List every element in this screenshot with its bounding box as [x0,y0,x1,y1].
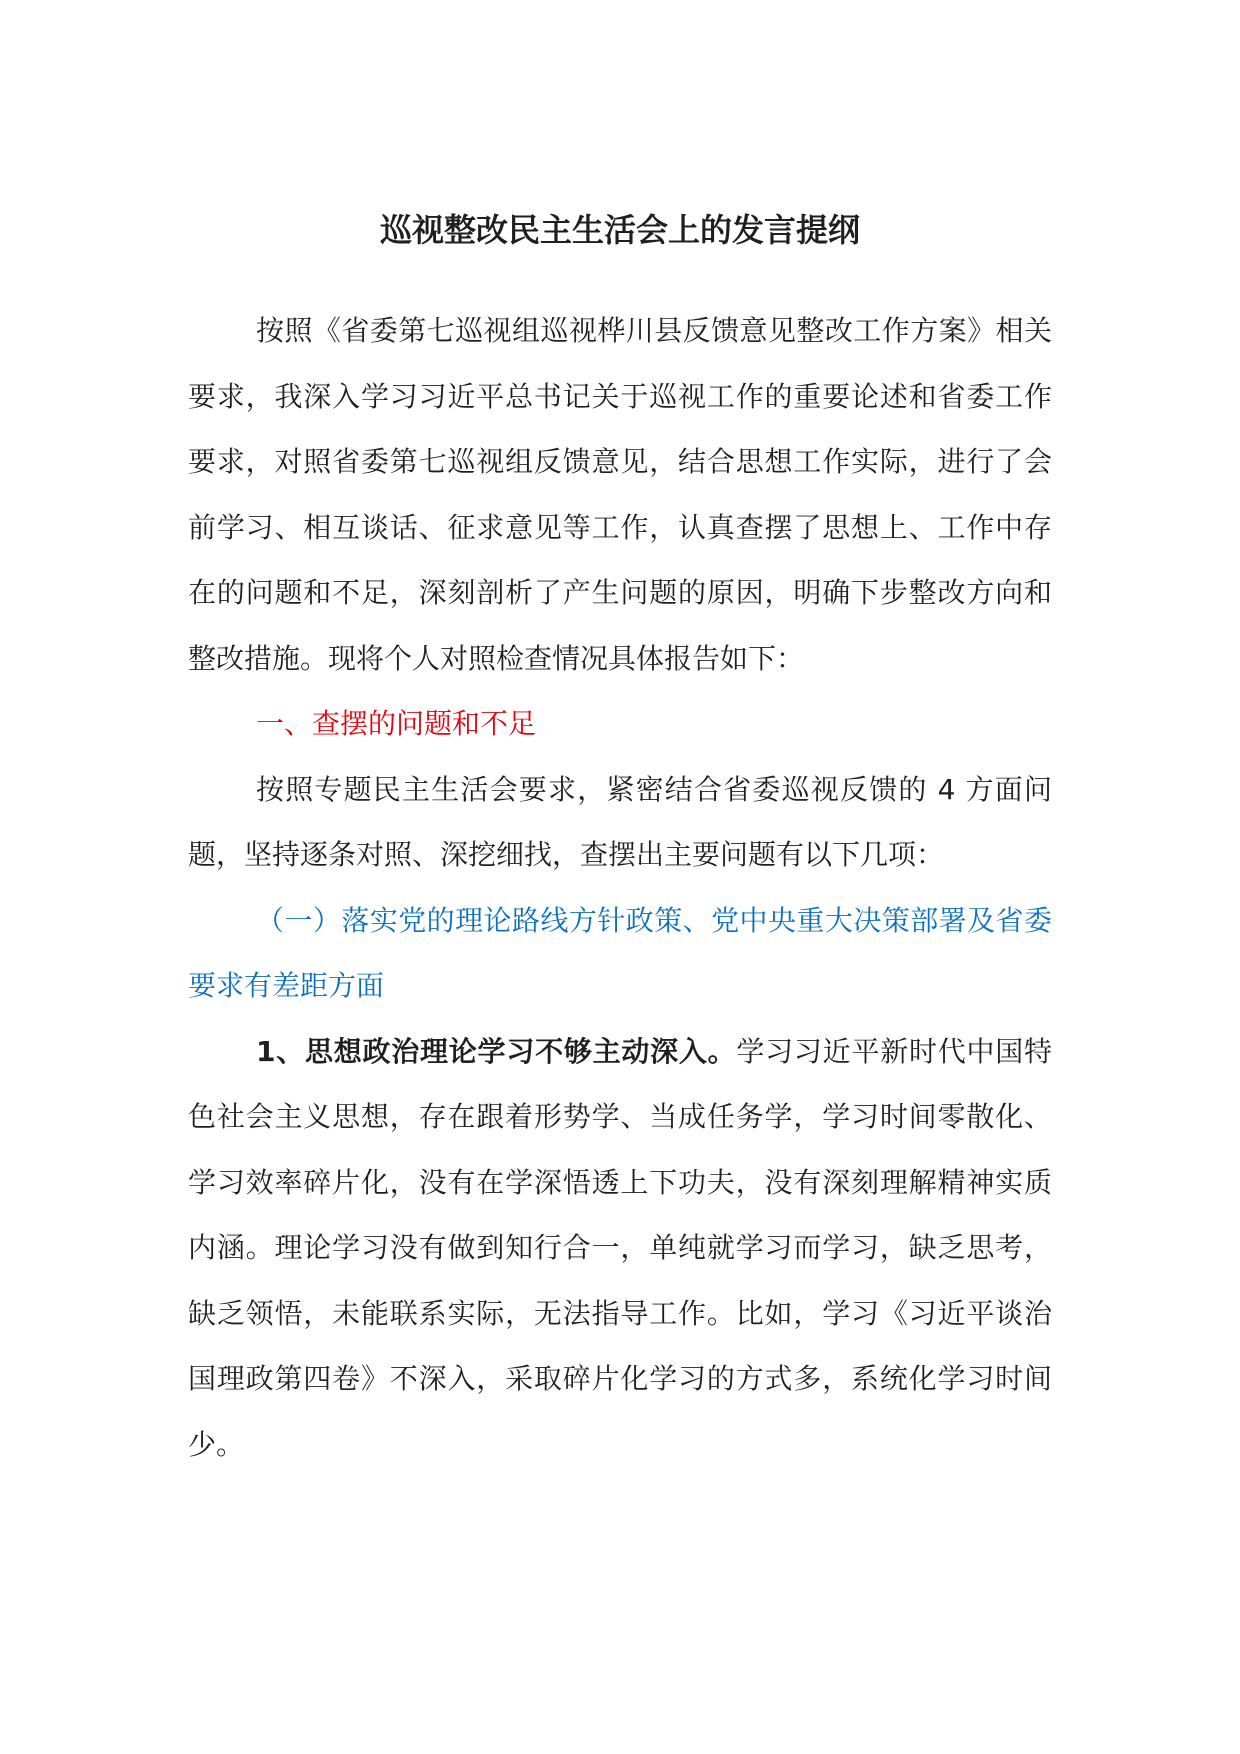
document-title: 巡视整改民主生活会上的发言提纲 [379,211,860,249]
intro-paragraph: 按照《省委第七巡视组巡视桦川县反馈意见整改工作方案》相关要求，我深入学习习近平总书记关于巡视工作的重要论述和省委工作要求，对照省委第七巡视组反馈意见，结合思想工作实际，进行了会前学习、相互谈话、征求意见等工作，认真查摆了思想上、工作中存在的问题和不足，深刻剖析了产生问题的原因，明确下步整改方向和整改措施。现将个人对照检查情况具体报告如下： [188,314,1052,675]
document-body [188,298,1052,1477]
item-1-paragraph [188,1019,1052,1478]
item-1-body: 学习习近平新时代中国特色社会主义思想，存在跟着形势学、当成任务学，学习时间零散化、学习效率碎片化，没有在学深悟透上下功夫，没有深刻理解精神实质内涵。理论学习没有做到知行合一，单纯就学习而学习，缺乏思考，缺乏领悟，未能联系实际，无法指导工作。比如，学习《习近平谈治国理政第四卷》不深入，采取碎片化学习的方式多，系统化学习时间少。 [188,1034,1053,1461]
section-heading-problems: 一、查摆的问题和不足 [256,707,537,740]
item-1-lead: 1、思想政治理论学习不够主动深入。 [256,1034,737,1068]
subsection-heading-policy: （一）落实党的理论路线方针政策、党中央重大决策部署及省委要求有差距方面 [188,903,1052,1002]
section-intro-paragraph: 按照专题民主生活会要求，紧密结合省委巡视反馈的 4 方面问题，坚持逐条对照、深挖细找，查摆出主要问题有以下几项： [188,772,1052,871]
